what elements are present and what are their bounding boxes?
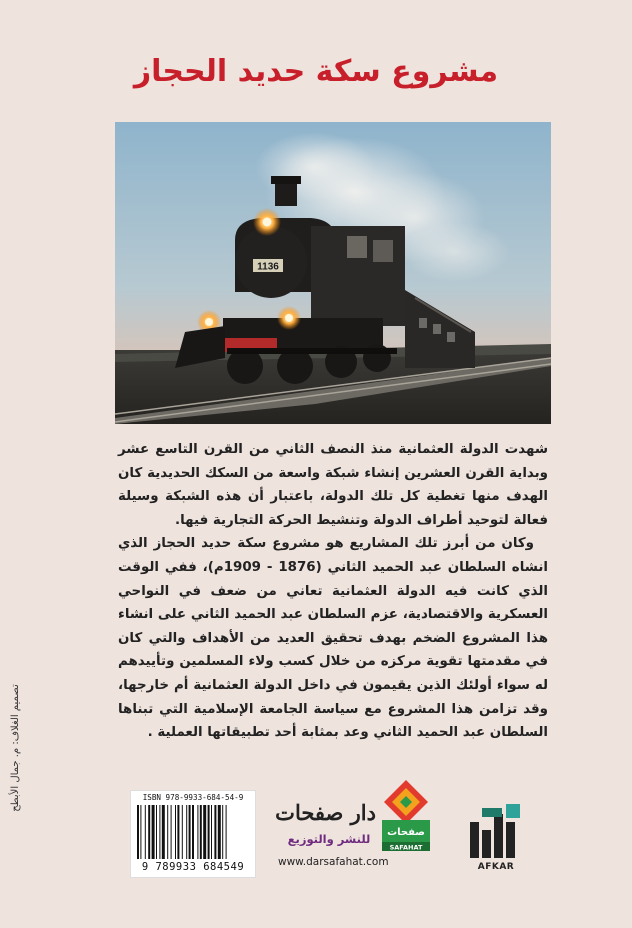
safahat-logo-text-ar: صفحات (387, 827, 425, 838)
train-photo (115, 122, 551, 424)
afkar-logo (466, 800, 526, 860)
description-paragraph-2: وكان من أبرز تلك المشاريع هو مشروع سكة حديد الحجاز الذي انشاه السلطان عبد الحميد الثاني (1876 - 1909م)، ففي الوقت الذي كانت فيه الدولة العثمانية تعاني من ضعف في النواحي العسكرية والاقتصادية، عزم السلطان عبد الحميد الثاني على انشاء هذا المشروع الضخم بهدف تحقيق العديد من الأهداف والتي كان في مقدمتها تقوية مركزه من خلال كسب ولاء المسلمين وتأييدهم له سواء أولئك الذين يقيمون في داخل الدولة العثمانية أم خارجها، وقد تزامن هذا المشروع مع سياسة الجامعة الإسلامية التي تبناها السلطان عبد الحميد الثاني وعد بمثابة أحد تطبيقاتها العملية . (118, 536, 548, 741)
afkar-label: AFKAR (477, 862, 515, 872)
safahat-logo-text-en: SAFAHAT (389, 843, 423, 852)
isbn-label: ISBN 978-9933-684-54-9 (142, 793, 244, 802)
cover-design-credit: تصميم الغلاف: م. جمال الأبطح (10, 684, 21, 812)
isbn-barcode (130, 790, 256, 878)
publisher-website: www.darsafahat.com (278, 856, 389, 868)
publisher-tagline: للنشر والتوزيع (287, 832, 371, 846)
description-paragraph-1: شهدت الدولة العثمانية منذ النصف الثاني من القرن التاسع عشر وبداية القرن العشرين إنشاء شبكة واسعة من السكك الحديدية كان الهدف منها تغطية كل تلك الدولة، باعتبار أن هذه الشبكة وسيلة فعالة لتوحيد أطراف الدولة وتنشيط الحركة التجارية فيها. (118, 442, 548, 528)
publisher-name: دار صفحات (275, 800, 376, 825)
book-description (118, 438, 548, 745)
book-title: مشروع سكة حديد الحجاز (133, 54, 499, 89)
barcode-bars (137, 805, 249, 859)
isbn-digits: 9 789933 684549 (141, 861, 245, 873)
safahat-logo (380, 778, 432, 852)
engine-number-plate: 1136 (257, 261, 279, 273)
